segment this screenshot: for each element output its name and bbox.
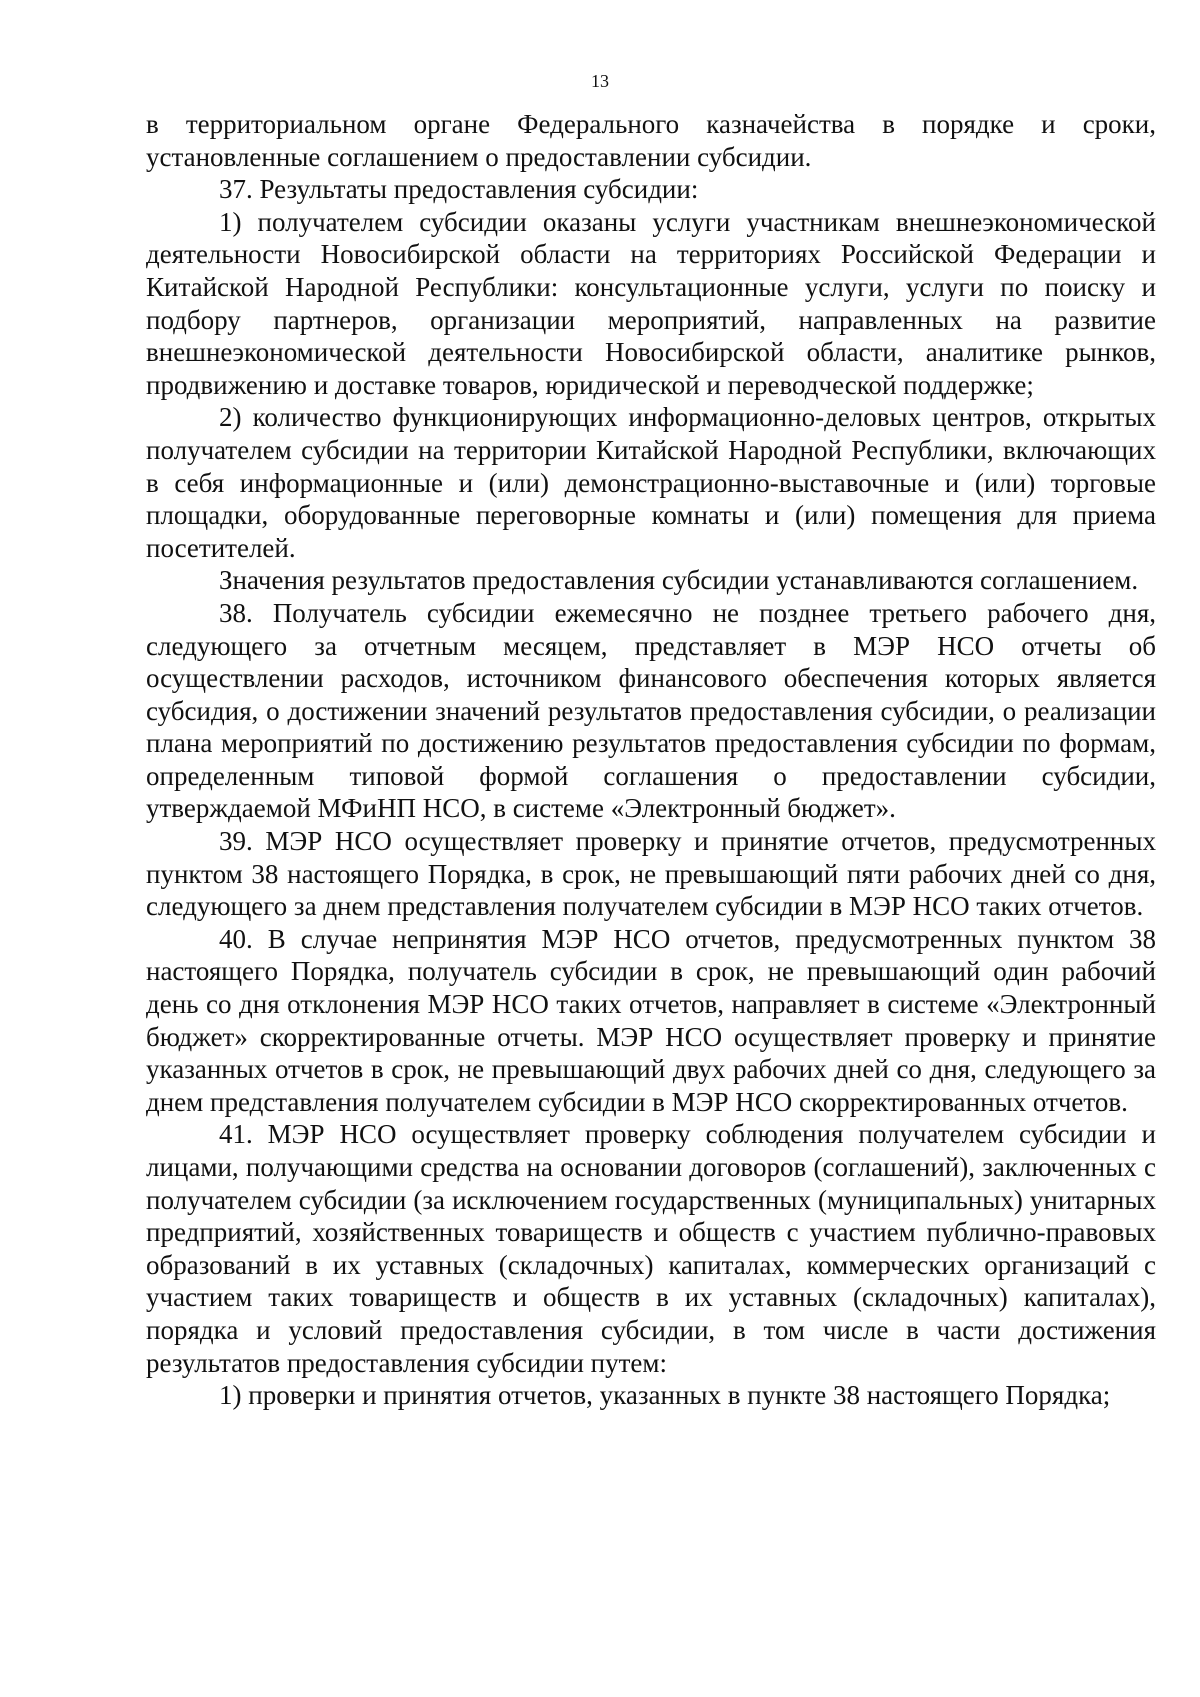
paragraph-result-values: Значения результатов предоставления субсидии устанавливаются соглашением. bbox=[219, 565, 1139, 596]
paragraph-item-37: 37. Результаты предоставления субсидии: bbox=[219, 174, 699, 205]
paragraph-item-40: 40. В случае непринятия МЭР НСО отчетов, предусмотренных пунктом 38 настоящего Порядка, получатель субсидии в срок, не превышающий один рабочий день со дня отклонения МЭР НСО таких отчетов, направляет в системе «Электронный бюджет» скорректированные отчеты. МЭР НСО осуществляет проверку и принятие указанных отчетов в срок, не превышающий двух рабочих дней со дня, следующего за днем представления получателем субсидии в МЭР НСО скорректированных отчетов. bbox=[146, 923, 1156, 1117]
paragraph-item-41-1: 1) проверки и принятия отчетов, указанных в пункте 38 настоящего Порядка; bbox=[219, 1380, 1111, 1411]
page-number: 13 bbox=[591, 71, 609, 91]
paragraph-item-38: 38. Получатель субсидии ежемесячно не позднее третьего рабочего дня, следующего за отчетным месяцем, представляет в МЭР НСО отчеты об осуществлении расходов, источником финансового обеспечения которых является субсидия, о достижении значений результатов предоставления субсидии, о реализации плана мероприятий по достижению результатов предоставления субсидии по формам, определенным типовой формой соглашения о предоставлении субсидии, утверждаемой МФиНП НСО, в системе «Электронный бюджет». bbox=[146, 597, 1156, 824]
paragraph-item-39: 39. МЭР НСО осуществляет проверку и принятие отчетов, предусмотренных пунктом 38 настоящего Порядка, в срок, не превышающий пяти рабочих дней со дня, следующего за днем представления получателем субсидии в МЭР НСО таких отчетов. bbox=[146, 826, 1156, 922]
document-body bbox=[146, 108, 1156, 1412]
paragraph-item-37-2: 2) количество функционирующих информационно-деловых центров, открытых получателем субсидии на территории Китайской Народной Республики, включающих в себя информационные и (или) демонстрационно-выставочные и (или) торговые площадки, оборудованные переговорные комнаты и (или) помещения для приема посетителей. bbox=[146, 402, 1156, 563]
paragraph-item-41: 41. МЭР НСО осуществляет проверку соблюдения получателем субсидии и лицами, получающими средства на основании договоров (соглашений), заключенных с получателем субсидии (за исключением государственных (муниципальных) унитарных предприятий, хозяйственных товариществ и обществ с участием публично-правовых образований в их уставных (складочных) капиталах, коммерческих организаций с участием таких товариществ и обществ в их уставных (складочных) капиталах), порядка и условий предоставления субсидии, в том числе в части достижения результатов предоставления субсидии путем: bbox=[146, 1119, 1156, 1378]
paragraph-item-37-1: 1) получателем субсидии оказаны услуги участникам внешнеэкономической деятельности Новосибирской области на территориях Российской Федерации и Китайской Народной Республики: консультационные услуги, услуги по поиску и подбору партнеров, организации мероприятий, направленных на развитие внешнеэкономической деятельности Новосибирской области, аналитике рынков, продвижению и доставке товаров, юридической и переводческой поддержке; bbox=[146, 206, 1156, 400]
paragraph-continuation: в территориальном органе Федерального казначейства в порядке и сроки, установленные соглашением о предоставлении субсидии. bbox=[146, 109, 1156, 172]
